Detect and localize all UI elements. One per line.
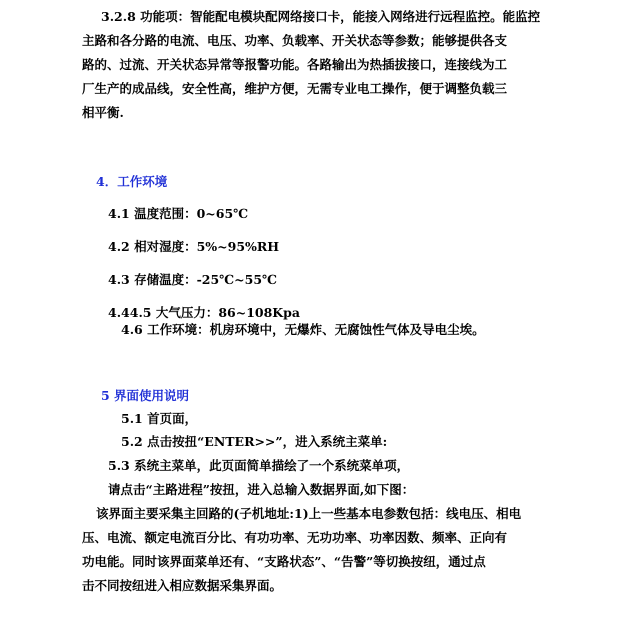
section-4-item-3: 4.3 存储温度：-25℃~55℃ bbox=[108, 272, 278, 287]
section-4-item-1: 4.1 温度范围：0~65℃ bbox=[108, 206, 249, 221]
section-5-line-2: 5.2 点击按扭“ENTER>>”，进入系统主菜单: bbox=[121, 434, 388, 449]
section-4-item-5: 4.6 工作环境：机房环境中，无爆炸、无腐蚀性气体及导电尘埃。 bbox=[121, 322, 485, 337]
section-5-line-3: 5.3 系统主菜单，此页面简单描绘了一个系统菜单项， bbox=[108, 458, 410, 473]
section-4-heading: 4．工作环境 bbox=[96, 174, 168, 189]
section-5-line-5: 该界面主要采集主回路的(子机地址:1)上一些基本电参数包括：线电压、相电 bbox=[96, 506, 522, 521]
section-5-line-1: 5.1 首页面， bbox=[121, 411, 198, 426]
section-3-2-8-line-4: 厂生产的成品线，安全性高，维护方便，无需专业电工操作，便于调整负载三 bbox=[82, 81, 508, 96]
section-3-2-8-line-2: 主路和各分路的电流、电压、功率、负载率、开关状态等参数；能够提供各支 bbox=[82, 33, 508, 48]
section-5-line-4: 请点击“主路进程”按扭，进入总输入数据界面,如下图： bbox=[108, 482, 415, 497]
section-3-2-8-line-1: 3.2.8 功能项：智能配电模块配网络接口卡，能接入网络进行远程监控。能监控 bbox=[101, 9, 541, 24]
section-5-heading: 5 界面使用说明 bbox=[101, 388, 190, 403]
section-3-2-8-line-5: 相平衡. bbox=[82, 105, 124, 120]
section-4-item-4: 4.44.5 大气压力：86~108Kpa bbox=[108, 305, 301, 320]
section-4-item-2: 4.2 相对湿度：5%~95%RH bbox=[108, 239, 280, 254]
section-5-line-6: 压、电流、额定电流百分比、有功功率、无功功率、功率因数、频率、正向有 bbox=[82, 530, 508, 545]
section-5-line-8: 击不同按纽进入相应数据采集界面。 bbox=[82, 578, 283, 593]
section-3-2-8-line-3: 路的、过流、开关状态异常等报警功能。各路输出为热插拔接口，连接线为工 bbox=[82, 57, 508, 72]
section-5-line-7: 功电能。同时该界面菜单还有、“支路状态”、“告警”等切换按纽，通过点 bbox=[82, 554, 486, 569]
